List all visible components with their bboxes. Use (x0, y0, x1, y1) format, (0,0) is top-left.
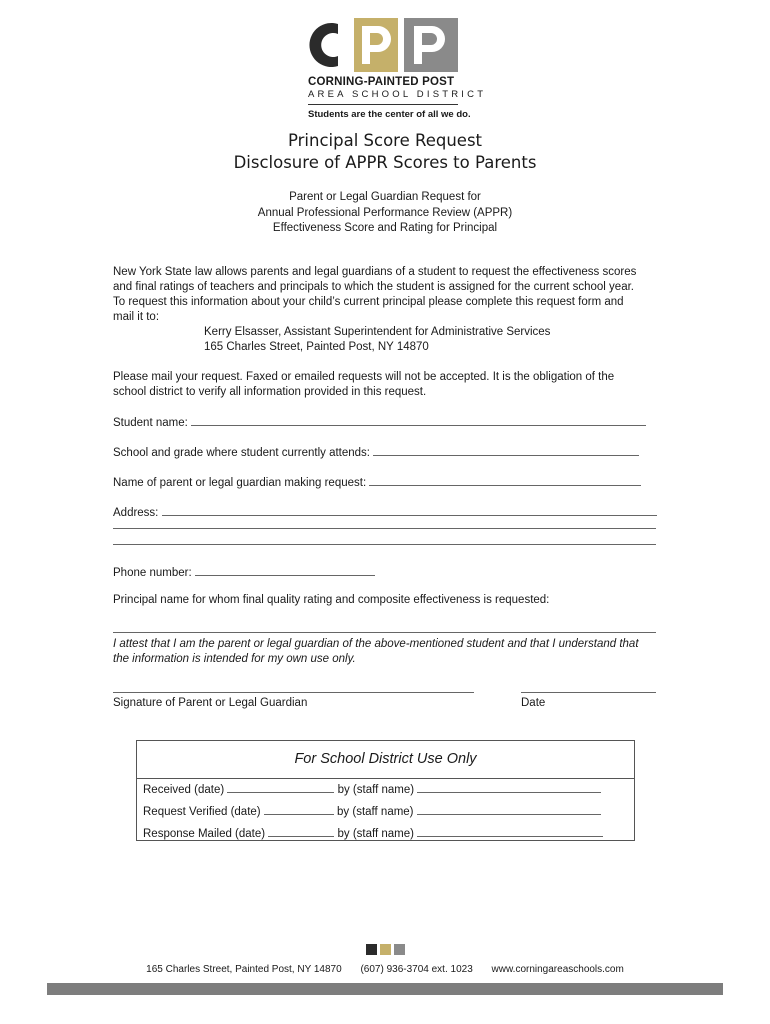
student-name-blank[interactable] (191, 414, 646, 426)
parent-name-field (113, 474, 641, 492)
verified-label: Request Verified (date) (143, 806, 261, 818)
school-grade-label: School and grade where student currently attends: (113, 447, 370, 459)
address-label: Address: (113, 507, 159, 519)
mailed-staff-blank[interactable] (417, 825, 603, 837)
district-use-box (136, 740, 635, 841)
footer-contact (0, 964, 770, 975)
intro-line: and final ratings of teachers and principals to which the student is assigned for the current school year. (113, 281, 634, 293)
student-name-label: Student name: (113, 417, 188, 429)
box-divider (137, 778, 634, 779)
received-staff-blank[interactable] (417, 781, 601, 793)
verified-date-blank[interactable] (264, 803, 334, 815)
intro-line: mail it to: (113, 311, 160, 323)
logo-name: CORNING-PAINTED POST (308, 76, 455, 88)
footer-address: 165 Charles Street, Painted Post, NY 14870 (146, 964, 342, 975)
parent-name-label: Name of parent or legal guardian making request: (113, 477, 367, 489)
mailing-address: 165 Charles Street, Painted Post, NY 14870 (204, 341, 429, 353)
school-grade-blank[interactable] (373, 444, 639, 456)
intro-line: To request this information about your child’s current principal please complete this request form and (113, 296, 624, 308)
page-subtitle-title: Disclosure of APPR Scores to Parents (233, 153, 537, 172)
parent-name-blank[interactable] (369, 474, 641, 486)
logo-tagline: Students are the center of all we do. (308, 109, 471, 120)
address-blank-1[interactable] (162, 504, 657, 516)
principal-name-label: Principal name for whom final quality rating and composite effectiveness is requested: (113, 594, 550, 606)
student-name-field (113, 414, 646, 432)
phone-field (113, 564, 375, 582)
address-blank-2[interactable] (113, 528, 656, 529)
verified-staff-blank[interactable] (417, 803, 601, 815)
district-use-title: For School District Use Only (294, 751, 477, 767)
received-staff-label: by (staff name) (337, 784, 415, 796)
principal-name-blank[interactable] (113, 632, 656, 633)
received-label: Received (date) (143, 784, 225, 796)
notice-line: Please mail your request. Faxed or emailed requests will not be accepted. It is the obligation of the (113, 371, 615, 383)
request-description (0, 190, 770, 237)
mailed-row (143, 825, 603, 840)
mailing-name: Kerry Elsasser, Assistant Superintendent for Administrative Services (204, 326, 551, 338)
attest-line: I attest that I am the parent or legal guardian of the above-mentioned student and that I understand that (113, 638, 639, 650)
notice-line: school district to verify all information provided in this request. (113, 386, 427, 398)
signature-blank[interactable] (113, 692, 474, 693)
logo-divider (308, 104, 458, 105)
square-dark-icon (366, 944, 377, 955)
date-blank[interactable] (521, 692, 656, 693)
date-label: Date (521, 697, 546, 709)
logo-district: AREA SCHOOL DISTRICT (308, 89, 487, 100)
square-gray-icon (394, 944, 405, 955)
verified-staff-label: by (staff name) (337, 806, 414, 818)
subtitle-line: Parent or Legal Guardian Request for (289, 191, 481, 203)
cpp-logo-mark (308, 18, 458, 72)
phone-label: Phone number: (113, 567, 192, 579)
address-blank-3[interactable] (113, 544, 656, 545)
attest-line: the information is intended for my own use only. (113, 653, 356, 665)
verified-row (143, 803, 601, 818)
mailed-staff-label: by (staff name) (337, 828, 414, 840)
footer-bar (47, 983, 723, 995)
cpp-letters-icon (308, 18, 458, 72)
mailed-label: Response Mailed (date) (143, 828, 266, 840)
footer-squares (366, 944, 405, 955)
phone-blank[interactable] (195, 564, 375, 576)
signature-label: Signature of Parent or Legal Guardian (113, 697, 308, 709)
intro-line: New York State law allows parents and legal guardians of a student to request the effectiveness scores (113, 266, 637, 278)
subtitle-line: Effectiveness Score and Rating for Principal (272, 222, 498, 234)
received-row (143, 781, 601, 796)
school-grade-field (113, 444, 639, 462)
page-title: Principal Score Request (287, 131, 483, 150)
subtitle-line: Annual Professional Performance Review (APPR) (257, 206, 513, 219)
footer-website[interactable]: www.corningareaschools.com (491, 964, 624, 975)
mailed-date-blank[interactable] (268, 825, 334, 837)
square-gold-icon (380, 944, 391, 955)
district-logo (308, 18, 487, 120)
address-field (113, 504, 657, 522)
footer-phone: (607) 936-3704 ext. 1023 (360, 964, 473, 975)
received-date-blank[interactable] (227, 781, 334, 793)
